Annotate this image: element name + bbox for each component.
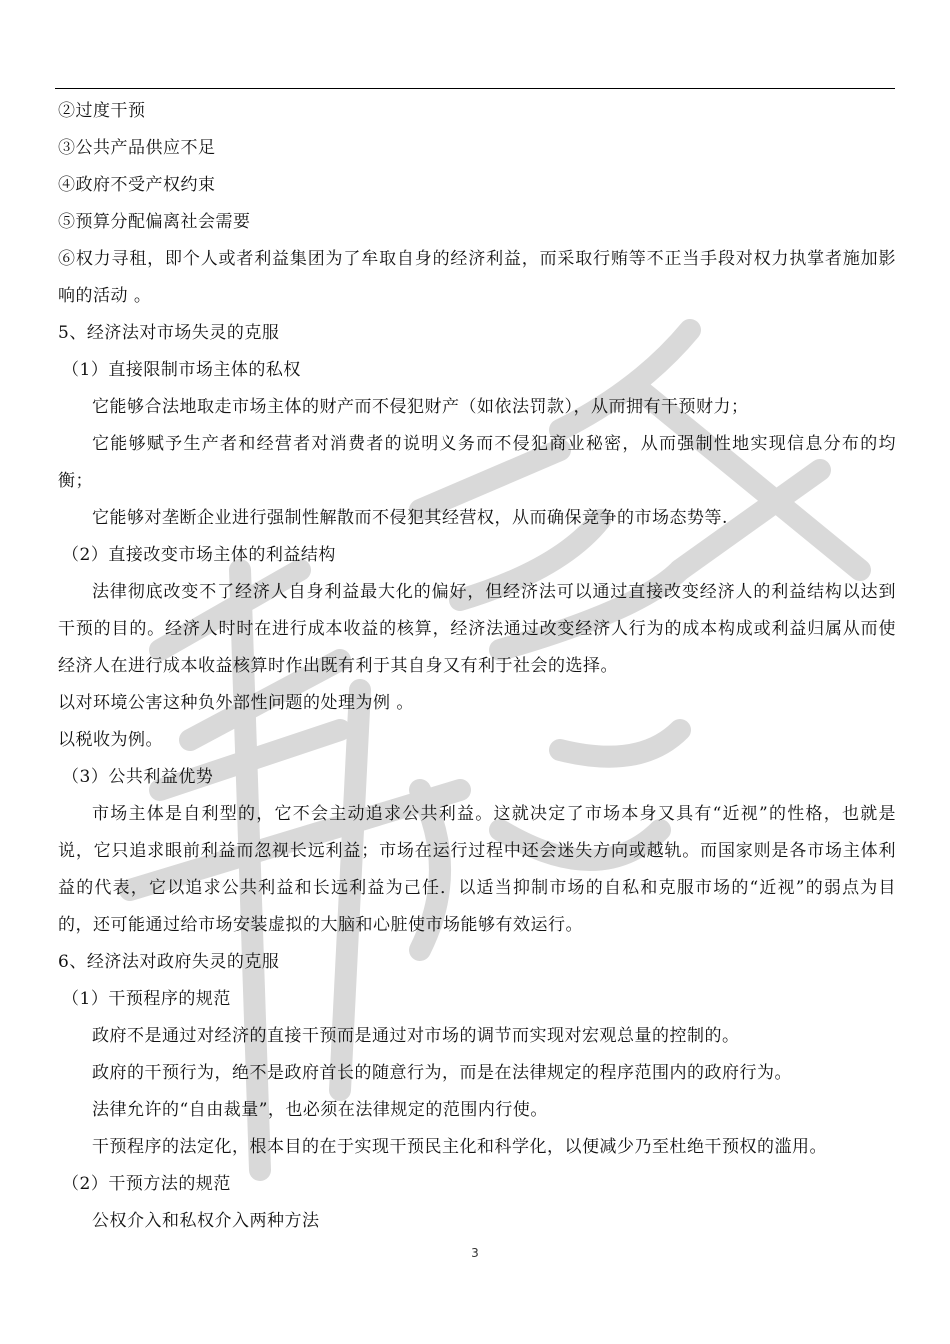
list-item: ④政府不受产权约束 [58, 175, 216, 195]
list-item: ⑥权力寻租，即个人或者利益集团为了牟取自身的经济利益，而采取行贿等不正当手段对权力执掌者施加影响的活动 。 [58, 249, 896, 306]
header-rule [55, 88, 895, 89]
subsection-heading: （3）公共利益优势 [62, 767, 214, 787]
paragraph: 干预程序的法定化，根本目的在于实现干预民主化和科学化，以便减少乃至杜绝干预权的滥用。 [92, 1137, 827, 1157]
list-item: ③公共产品供应不足 [58, 138, 216, 158]
subsection-heading: （1）直接限制市场主体的私权 [62, 360, 301, 380]
paragraph: 它能够合法地取走市场主体的财产而不侵犯财产（如依法罚款），从而拥有干预财力； [92, 397, 749, 417]
document-body [58, 93, 896, 1240]
paragraph: 法律允许的“自由裁量”，也必须在法律规定的范围内行使。 [92, 1100, 548, 1120]
paragraph: 市场主体是自利型的，它不会主动追求公共利益。这就决定了市场本身又具有“近视”的性格，也就是说，它只追求眼前利益而忽视长远利益；市场在运行过程中还会迷失方向或越轨。而国家则是各市场主体利益的代表，它以追求公共利益和长远利益为己任．以适当抑制市场的自私和克服市场的“近视”的弱点为目的，还可能通过给市场安装虚拟的大脑和心脏使市场能够有效运行。 [58, 804, 896, 935]
list-item: ⑤预算分配偏离社会需要 [58, 212, 251, 232]
list-item: ②过度干预 [58, 101, 146, 121]
subsection-heading: （2）干预方法的规范 [62, 1174, 231, 1194]
page-number: 3 [471, 1246, 479, 1260]
paragraph: 以税收为例。 [58, 730, 163, 750]
section-heading: 6、经济法对政府失灵的克服 [58, 952, 280, 972]
paragraph: 公权介入和私权介入两种方法 [92, 1211, 320, 1231]
paragraph: 它能够赋予生产者和经营者对消费者的说明义务而不侵犯商业秘密，从而强制性地实现信息分布的均衡； [58, 434, 896, 491]
paragraph: 政府不是通过对经济的直接干预而是通过对市场的调节而实现对宏观总量的控制的。 [92, 1026, 740, 1046]
paragraph: 政府的干预行为，绝不是政府首长的随意行为，而是在法律规定的程序范围内的政府行为。 [92, 1063, 792, 1083]
paragraph: 以对环境公害这种负外部性问题的处理为例 。 [58, 693, 414, 713]
paragraph: 它能够对垄断企业进行强制性解散而不侵犯其经营权，从而确保竞争的市场态势等. [92, 508, 728, 528]
subsection-heading: （2）直接改变市场主体的利益结构 [62, 545, 336, 565]
section-heading: 5、经济法对市场失灵的克服 [58, 323, 280, 343]
subsection-heading: （1）干预程序的规范 [62, 989, 231, 1009]
paragraph: 法律彻底改变不了经济人自身利益最大化的偏好，但经济法可以通过直接改变经济人的利益结构以达到干预的目的。经济人时时在进行成本收益的核算，经济法通过改变经济人行为的成本构成或利益归属从而使经济人在进行成本收益核算时作出既有利于其自身又有利于社会的选择。 [58, 582, 896, 676]
